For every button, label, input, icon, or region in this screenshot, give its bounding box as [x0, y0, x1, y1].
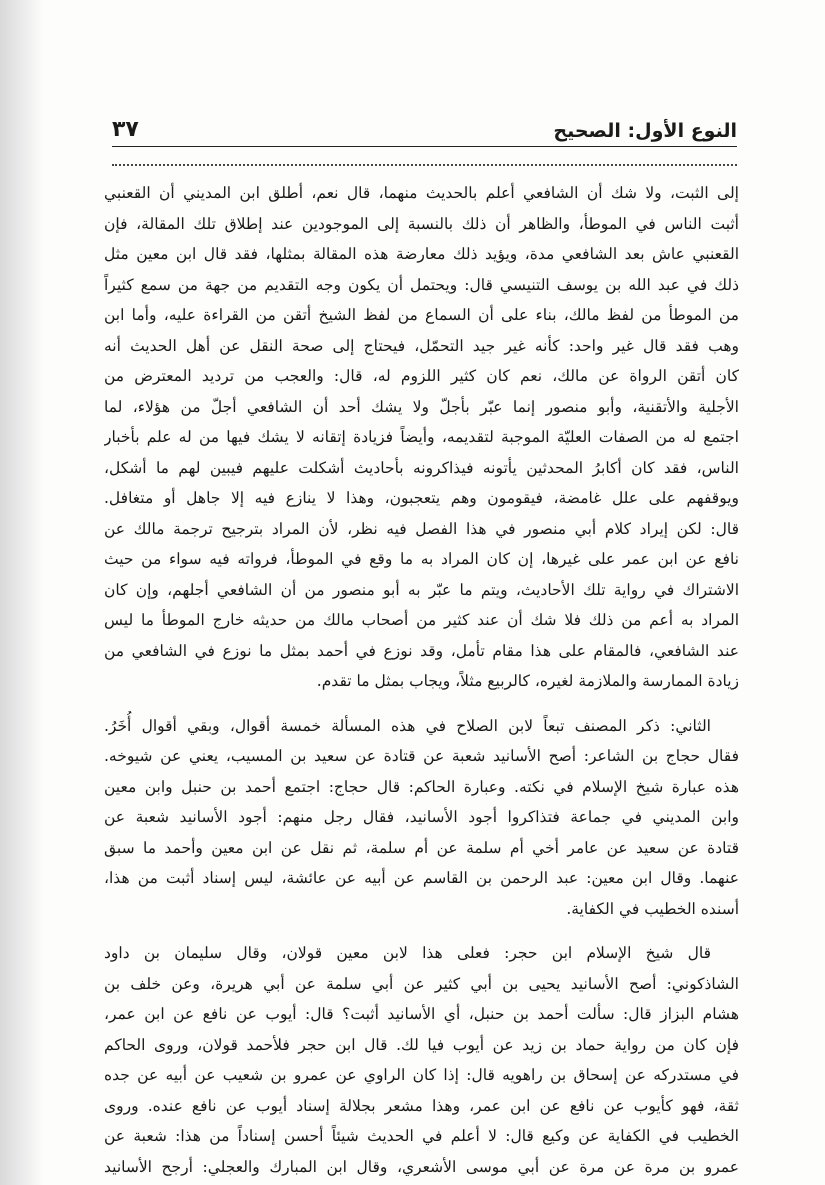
text-line: هذه عبارة شيخ الإسلام في نكته. وعبارة الحاكم: قال حجاج: اجتمع أحمد بن حنبل وابن معين: [104, 777, 739, 796]
page-header: [112, 106, 737, 142]
dotted-separator: [112, 164, 737, 166]
text-line: كان أتقن الرواة عن مالك، نعم كان كثير اللزوم له، قال: والعجب من ترديد المعترض من: [104, 367, 739, 385]
text-line: قتادة عن سعيد عن عامر أخي أم سلمة عن أم سلمة، ثم نقل عن ابن معين وأحمد ما سبق: [104, 838, 739, 857]
text-line: ويوقفهم على علل غامضة، فيقومون وهم يتعجبون، وهذا لا ينازع فيه إلا جاهل أو متغافل.: [104, 489, 739, 507]
text-line: اجتمع له من الصفات العليّة الموجبة لتقديمه، وأيضاً فزيادة إتقانه لا يشك فيها من له علم بأخبار: [104, 428, 739, 446]
text-line: عند الشافعي، فالمقام على هذا مقام تأمل، وقد نوزع في أحمد بمثل ما نوزع في الشافعي من: [104, 641, 739, 660]
paragraph-3: [104, 938, 739, 1182]
text-line: أثبت الناس في الموطأ، والظاهر أن ذلك بالنسبة إلى الموجودين عند إطلاق تلك المقالة، فإن: [104, 214, 739, 233]
text-line: فقال حجاج بن الشاعر: أصح الأسانيد شعبة عن قتادة عن سعيد بن المسيب، يعني عن شيوخه.: [104, 747, 739, 765]
text-line: الناس، فقد كان أكابرُ المحدثين يأتونه فيذاكرونه بأحاديث أشكلت عليهم فيبين لهم ما أشكل،: [104, 458, 739, 477]
text-line: الأجلية والأتقنية، وأبو منصور إنما عبّر بأجلّ ولا يشك أحد أن الشافعي أجلّ من هؤلاء، لما: [104, 397, 739, 416]
scan-shadow: [0, 0, 44, 1185]
paragraph-gap: [104, 697, 739, 711]
text-line: في مستدركه عن إسحاق بن راهويه قال: إذا كان الراوي عن عمرو بن شعيب عن أبيه عن جده: [104, 1066, 739, 1084]
text-line: ذلك في عبد الله بن يوسف التنيسي قال: ويحتمل أن يكون وجه التقديم من جهة من سمع كثيراً: [104, 275, 739, 294]
text-line: وهب فقد قال غير واحد: كأنه غير جيد التحمّل، فيحتاج إلى صحة النقل عن أهل الحديث أنه: [104, 336, 739, 355]
text-line: زيادة الممارسة والملازمة لغيره، كالربيع مثلاً، ويجاب بمثل ما تقدم.: [316, 672, 739, 690]
paragraph-2: [104, 711, 739, 925]
page-body: [104, 178, 739, 1182]
text-line: عمرو بن مرة عن مرة عن أبي موسى الأشعري، وقال ابن المبارك والعجلي: أرجح الأسانيد: [104, 1157, 739, 1176]
text-line: هشام البزاز قال: سألت أحمد بن حنبل، أي الأسانيد أثبت؟ قال: أيوب عن نافع عن ابن عمر،: [104, 1005, 739, 1023]
text-line: الشاذكوني: أصح الأسانيد يحيى بن أبي كثير عن أبي سلمة عن أبي هريرة، وعن خلف بن: [104, 974, 739, 993]
paragraph-gap: [104, 924, 739, 938]
chapter-title: النوع الأول: الصحيح: [553, 120, 737, 142]
text-line: نافع عن ابن عمر على غيرها، إن كان المراد به ما وقع في الموطأ، فرواته فيه سواء من حيث: [104, 550, 739, 568]
text-line: ثقة، فهو كأيوب عن نافع عن ابن عمر، وهذا مشعر بجلالة إسناد أيوب عن نافع عنده. وروى: [104, 1096, 739, 1115]
text-line: قال شيخ الإسلام ابن حجر: فعلى هذا لابن معين قولان، وقال سليمان بن داود: [104, 944, 711, 962]
text-line: الثاني: ذكر المصنف تبعاً لابن الصلاح في هذه المسألة خمسة أقوال، وبقي أقوال أُخَرُ.: [104, 716, 711, 735]
text-line: وابن المديني في جماعة فتذاكروا أجود الأسانيد، فقال رجل منهم: أجود الأسانيد شعبة عن: [104, 808, 739, 826]
text-line: الخطيب في الكفاية عن وكيع قال: لا أعلم في الحديث شيئاً أحسن إسناداً من هذا: شعبة عن: [104, 1127, 739, 1145]
text-line: أسنده الخطيب في الكفاية.: [566, 899, 739, 918]
text-line: القعنبي عاش بعد الشافعي مدة، ويؤيد ذلك معارضة هذه المقالة بمثلها، فقد قال ابن معين مثل: [104, 245, 739, 263]
text-line: فإن كان من رواية حماد بن زيد عن أيوب فيا لك. قال ابن حجر فلأحمد قولان، وروى الحاكم: [104, 1035, 739, 1054]
text-line: من الموطأ من لفظ مالك، بناء على أن السماع من لفظ الشيخ أتقن من القراءة عليه، وأما ابن: [104, 306, 739, 324]
text-line: إلى الثبت، ولا شك أن الشافعي أعلم بالحديث منهما، قال نعم، أطلق ابن المديني أن القعنبي: [104, 184, 739, 202]
text-line: المراد به أعم من ذلك فلا شك أن عند كثير من أصحاب مالك من حديثه خارج الموطأ ما ليس: [104, 611, 739, 629]
text-line: الاشتراك في رواية تلك الأحاديث، ويتم ما عبّر به أبو منصور من أن الشافعي أجلهم، وإن كان: [104, 580, 739, 599]
paragraph-1: [104, 178, 739, 697]
text-line: قال: لكن إيراد كلام أبي منصور في هذا الفصل فيه نظر، لأن المراد بترجيح ترجمة مالك عن: [104, 519, 739, 538]
text-line: عنهما. وقال ابن معين: عبد الرحمن بن القاسم عن أبيه عن عائشة، ليس إسناد أثبت من هذا،: [104, 869, 739, 887]
header-rule: [112, 146, 737, 147]
page-number: ٣٧: [112, 117, 139, 142]
